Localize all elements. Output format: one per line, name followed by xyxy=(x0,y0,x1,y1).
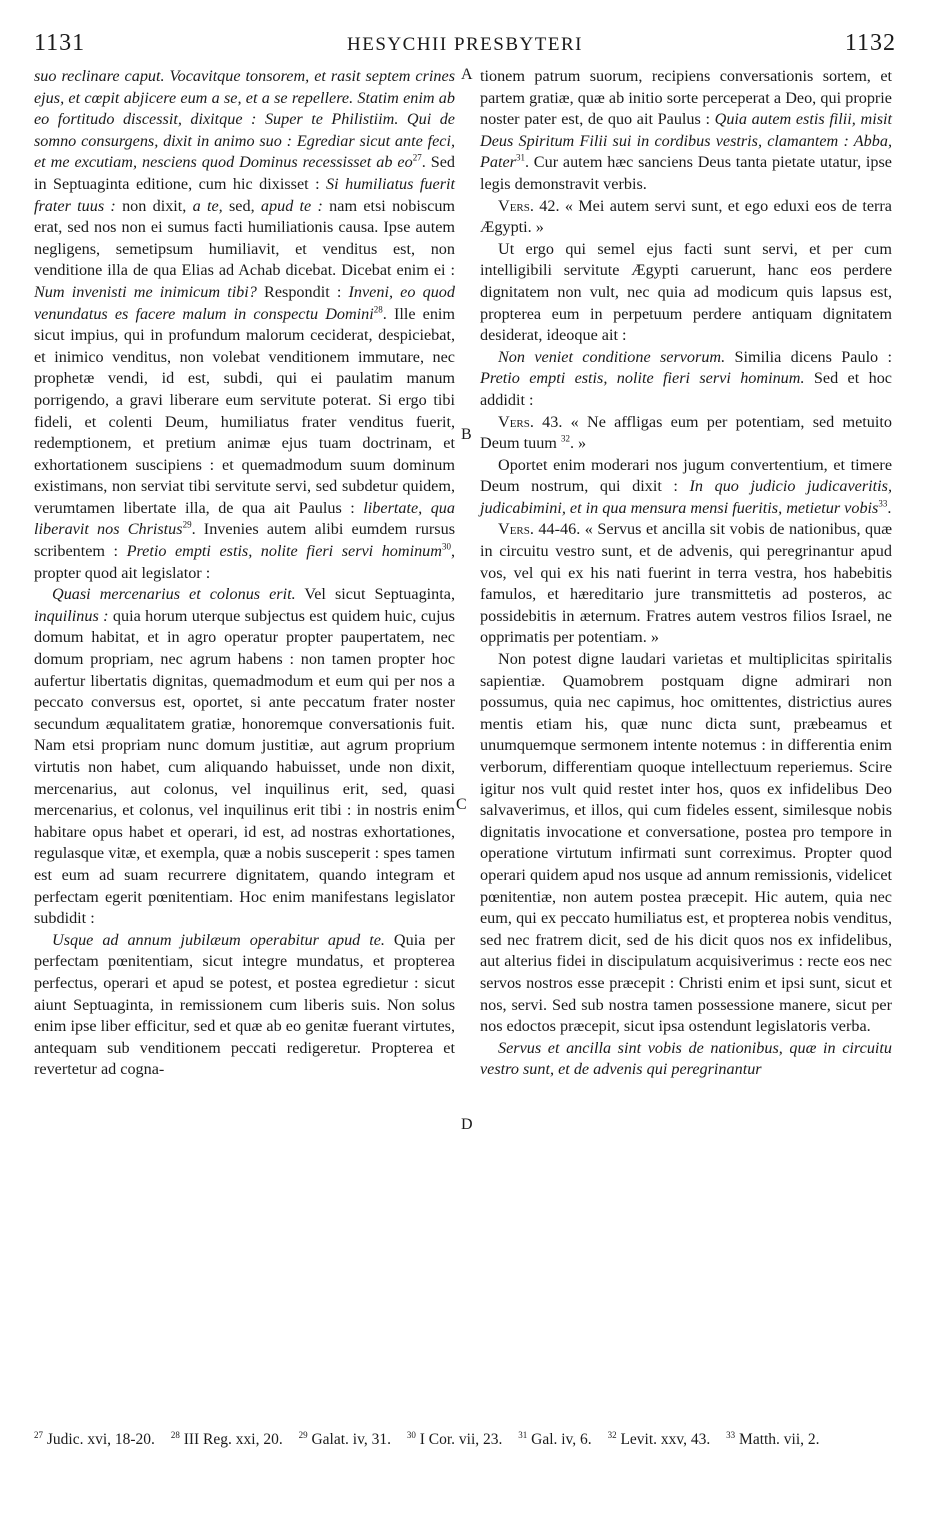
text-segment: Num invenisti me inimicum tibi? xyxy=(34,282,257,301)
right-paragraph-2 xyxy=(480,196,892,239)
page-number-left: 1131 xyxy=(34,30,86,56)
footnote-text: Gal. iv, 6. xyxy=(531,1431,592,1448)
right-paragraph-3 xyxy=(480,239,892,347)
right-paragraph-6 xyxy=(480,455,892,520)
footnote-ref: 33 xyxy=(878,498,888,509)
left-paragraph-2 xyxy=(34,584,455,930)
footnote-text: Judic. xvi, 18-20. xyxy=(46,1431,155,1448)
text-segment: . » xyxy=(569,434,587,453)
text-segment: « Ne affligas eum per potentiam, sed metuito Deum tuum xyxy=(480,412,892,453)
text-segment: Quasi mercenarius et colonus erit. xyxy=(52,585,296,604)
footnote-number: 27 xyxy=(34,1429,43,1440)
footnote-ref: 29 xyxy=(182,520,192,531)
footnote-number: 30 xyxy=(406,1429,416,1440)
text-segment: In quo judicio judicaveritis, judicabimini, et in qua mensura mensi fueritis, metietur vobis xyxy=(480,477,892,517)
footnote xyxy=(34,1431,161,1448)
text-segment: , propter quod ait legislator : xyxy=(34,542,455,582)
text-segment: quia horum uterque subjectus est quidem huic, cujus domum habitat, et in agro operatur propter paupertatem, nec domum propriam, nec agrum habens : non tamen propter hoc aufertur libertatis dignitas, quemadmodum et eum qui per nos a peccato conversus est, oportet, si ante peccatum frater noster secundum æqualitatem gratiæ, honoremque conversationis fuit. Nam etsi propriam nunc domum justitiæ, aut agrum proprium virtutis non habet, cum aliquando habuisset, unde non dixit, mercenarius, aut colonus, vel inquilinus erit, sed, quasi mercenarius, et colonus, vel inquilinus erit tibi : in nostris enim habitare opus habet et operari, id est, ad nostras exhortationes, regulasque vitæ, et exempla, quæ a nobis susceperit : spes tamen est eum ad suam recurrere dignitatem, quando integram et perfectam egerit pœnitentiam. Hoc enim manifestans legislator subdidit : xyxy=(34,606,455,928)
text-segment: Quia per perfectam pœnitentiam, sicut integre mundatus, et propterea perfectus, operari et apud se potest, et postea egredietur : sicut aiunt Septuaginta, in remissionem cum liberis suis. Non solus enim ipse liber efficitur, sed et quæ ab eo genitæ fuerant virtutes, antequam sub venditionem peccati redigeretur. Propterea et revertetur ad cogna- xyxy=(34,930,455,1079)
text-segment: Quia autem estis filii, misit Deus Spiritum Filii sui in cordibus vestris, clamantem : Abba, Pater xyxy=(480,110,892,172)
margin-marker-d: D xyxy=(461,1116,473,1133)
running-title: HESYCHII PRESBYTERI xyxy=(347,34,583,55)
text-segment: libertate, qua liberavit nos Christus xyxy=(34,498,455,539)
text-segment: . Cur autem hæc sanciens Deus tanta pietate utatur, ipse legis demonstravit verbis. xyxy=(480,153,892,193)
text-segment: apud te : xyxy=(260,196,323,215)
text-segment: . Invenies autem alibi eumdem rursus scribentem : xyxy=(34,520,455,561)
footnote xyxy=(407,1431,509,1448)
text-segment: Non potest digne laudari varietas et multiplicitas spiritalis sapientiæ. Quamobrem postquam digne admirari non possumus, quia nec capimus, hoc omittentes, districtius aures mentis etiam his, quæ nunc dicta sunt, præbeamus et unumquemque sermonem intente notemus : in differentia enim verborum, differentiam quoque intellectuum reperiemus. Scire igitur nos vult quid restet inter hos, quos ex infidelibus Deo salvaverimus, et illos, qui cum fideles essent, similesque nobis dignitatis invocatione et conversatione, postea pro tempore in operatione virtutum infirmati sunt correximus. Propter quod operari quidem apud nos usque ad annum remissionis, videlicet pœnitentiæ, non autem postea præcepit. Hic autem, quia nec eum, qui ex peccato humiliatus est, et propterea nobis venditus, sed nec fratrem dicit, sed de his dicit quos nos ex infidelibus, aut alterius fidei in discipulatum acquisiverimus : recte eos nec servos nostros esse præcepit : Christi enim et ipsi sunt, sicut et nos, servi. Sed sub nostra tamen possessione manere, sicut per nos edoctos præcepit, sicut ipsa ostendunt legislatoris verba. xyxy=(480,650,892,1036)
footnote-number: 28 xyxy=(170,1429,180,1440)
text-segment: Ut ergo qui semel ejus facti sunt servi, et per cum intelligibili servitute Ægypti caruerunt, hanc eos perdere dignitatem non vult, nec quia ad modicum quis lapsus est, propterea eum in perpetuum perdere antiquam dignitatem desiderat, ideoque ait : xyxy=(480,239,892,345)
text-segment: a te, xyxy=(192,196,223,215)
footnote xyxy=(726,1431,825,1448)
verse-label: Vers. 43. xyxy=(498,412,563,431)
page-number-right: 1132 xyxy=(844,30,896,56)
footnote-text: Matth. vii, 2. xyxy=(739,1431,820,1448)
margin-marker-b: B xyxy=(461,426,472,443)
footnote-ref: 28 xyxy=(373,304,383,315)
text-segment: Respondit : xyxy=(256,282,349,301)
text-segment: . Sed in Septuaginta editione, cum hic dixisset : xyxy=(34,153,455,193)
text-segment: Si humiliatus fuerit frater tuus : xyxy=(34,174,455,215)
footnote-text: I Cor. vii, 23. xyxy=(419,1431,503,1448)
footnote-text: III Reg. xxi, 20. xyxy=(183,1431,283,1448)
text-segment: sed, xyxy=(222,196,261,215)
footnote-text: Levit. xxv, 43. xyxy=(620,1431,711,1448)
text-segment: inquilinus : xyxy=(34,606,109,625)
right-paragraph-7 xyxy=(480,519,892,649)
text-segment: Pretio empti estis, nolite fieri servi hominum xyxy=(126,542,442,561)
footnote-ref: 31 xyxy=(515,152,525,163)
footnote-ref: 27 xyxy=(412,152,422,163)
verse-label: Vers. 42. xyxy=(498,196,560,215)
text-segment: nam etsi nobiscum erat, sed nos non ei sumus facti humiliationis causa. Ipse autem negligens, semetipsum humiliavit, et venditus est, non venditione illa de qua Elias ad Achab dicebat. Dicebat enim ei : xyxy=(34,196,456,280)
left-column xyxy=(34,66,455,1081)
verse-label: Vers. 44-46. xyxy=(498,520,581,539)
footnotes xyxy=(34,1430,894,1450)
right-column xyxy=(480,66,892,1081)
footnote-number: 32 xyxy=(607,1429,617,1440)
text-segment: Similia dicens Paulo : xyxy=(725,347,892,366)
footnote xyxy=(299,1431,397,1448)
footnote-number: 29 xyxy=(298,1429,308,1440)
footnote-ref: 32 xyxy=(560,433,570,444)
right-paragraph-8 xyxy=(480,649,892,1038)
text-segment: Servus et ancilla sint vobis de nationibus, quæ in circuitu vestro sunt, et de advenis qui peregrinantur xyxy=(480,1038,892,1079)
page-header xyxy=(34,30,896,62)
text-segment: Inveni, eo quod venundatus es facere malum in conspectu Domini xyxy=(34,282,455,323)
text-segment: « Mei autem servi sunt, et ego eduxi eos de terra Ægypti. » xyxy=(480,196,892,237)
footnote xyxy=(171,1431,289,1448)
text-segment: Non veniet conditione servorum. xyxy=(498,347,726,366)
footnote-ref: 30 xyxy=(441,541,451,552)
text-segment: tionem patrum suorum, recipiens conversationis sortem, et partem gratiæ, quæ ab initio sorte perceperat a Deo, qui proprie noster pater est, de quo ait Paulus : xyxy=(480,67,892,129)
text-segment: non dixit, xyxy=(115,196,193,215)
footnote-number: 31 xyxy=(518,1429,528,1440)
text-segment: Oportet enim moderari nos jugum convertentium, et timere Deum nostrum, qui dixit : xyxy=(480,455,892,496)
right-paragraph-1 xyxy=(480,66,892,196)
text-segment: suo reclinare caput. Vocavitque tonsorem, et rasit septem crines ejus, et cœpit abjicere eum a se, et a se repellere. Statim enim ab eo fortitudo discessit, dixitque : Super te Philistiim. Qui de somno consurgens, dixit in animo suo : Egrediar sicut ante feci, et me excutiam, nesciens quod Dominus recessisset ab eo xyxy=(34,67,455,172)
right-paragraph-4 xyxy=(480,347,892,412)
text-segment: « Servus et ancilla sit vobis de nationibus, quæ in circuitu vestro sunt, et de advenis, qui peregrinantur apud vos, vel qui ex his nati fuerint in terra vestra, hos habebitis famulos, et hæreditario jure transmittetis ad posteros, ac possidebitis in æternum. Fratres autem vestros filios Israel, ne opprimatis per potentiam. » xyxy=(480,520,892,647)
text-segment: Vel sicut Septuaginta, xyxy=(295,585,455,604)
left-paragraph-1 xyxy=(34,66,455,584)
left-paragraph-3 xyxy=(34,930,455,1081)
right-paragraph-5 xyxy=(480,412,892,455)
text-segment: . Ille enim sicut impius, qui in profundum malorum ceciderat, despiciebat, et inimico venditus, non volebat venditionem immutare, nec prophetæ vendi, id est, subdi, qui ei paulatim manum porrigendo, a gravi liberare eum servitute poterat. Si ergo tibi fideli, et colenti Deum, humiliatus frater venditus fuerit, redemptionem, et pretium animæ ejus tuam doctrinam, et exhortationem suscipiens : et quemadmodum suum dominum existimans, non serviat tibi servitute servi, sed subdetur quidem, verumtamen libertate illa, de qua ait Paulus : xyxy=(34,304,455,517)
text-segment: Sed et hoc addidit : xyxy=(480,369,892,409)
footnote xyxy=(608,1431,717,1448)
margin-marker-a: A xyxy=(461,66,473,83)
right-paragraph-9 xyxy=(480,1038,892,1081)
footnote-number: 33 xyxy=(726,1429,736,1440)
text-segment: Pretio empti estis, nolite fieri servi hominum. xyxy=(480,369,805,388)
text-segment: . xyxy=(887,498,892,517)
margin-marker-c: C xyxy=(456,796,467,813)
footnote-text: Galat. iv, 31. xyxy=(311,1431,391,1448)
text-segment: Usque ad annum jubilæum operabitur apud te. xyxy=(52,930,385,949)
footnote xyxy=(518,1431,597,1448)
